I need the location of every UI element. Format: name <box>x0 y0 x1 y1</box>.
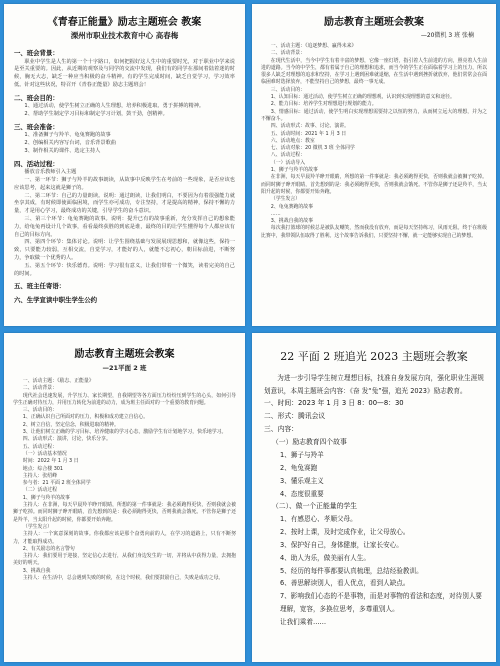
document-page-3 <box>4 333 245 662</box>
list-item: 3、保护好自己，身体健康，让家长安心。 <box>280 540 403 549</box>
text-line: 四、活动形式：演讲，讨论，快乐分享。 <box>22 436 111 443</box>
text-line: 一、活动主题：《励志、正能量》 <box>22 378 94 384</box>
section-heading: 一、班会背景： <box>14 49 59 57</box>
text-line: 六、活动地点：教室 <box>270 137 315 144</box>
list-item: 7、影响我们心态的不是事物，而是对事物的看法和态度，对待别人要理解，宽容，多换位思考，多尊重别人。 <box>280 592 483 613</box>
text-line: …… <box>270 210 281 217</box>
text-line: 地点：综合楼 301 <box>22 465 64 472</box>
text-line: 现代社会迅速发展，升学压力、家长期望，自我期望等各方面压力纷纷压到学生的心头，如何引导学生正确对待压力，并用压力转化为前进的动力，成为班主任面对的一个重要的教育问题。 <box>13 392 236 406</box>
list-item: 二、第二环节：自己的力量朗读。说明：通过朗读，让我们明白，不要因为有着很强能力就坐享其成，有时候即使面临困境，而学生亦可成功，专注坚持，才是提高的精神，保持不懈的力量，才是用心学习，最终成功的关键，引导学生的奋斗意识。 <box>14 192 235 215</box>
section-heading: （一）励志教育四个故事 <box>272 438 347 447</box>
text-line: 五、活动过程： <box>22 443 58 450</box>
page-title: 《青春正能量》励志主题班会 教案 <box>47 17 202 28</box>
text-line: 1、狮子与羚羊的故事 <box>22 494 70 501</box>
list-item: 4、态度很重要 <box>280 489 324 498</box>
section-heading: 三、班会准备： <box>14 122 59 131</box>
author-line: 溧州市职业技术教育中心 高春梅 <box>70 31 179 40</box>
paragraph: 职业中学生是人生的第一个十字路口，如何把握好这人生中的重要时光，对于职业中学来说是至关重要的。因此，从近期的观察及与同学的交流中发现，我们有的同学在那间着陆着迷的时候，胸无大志，缺乏一种应当积极的奋斗精神。有的学生完成时间，缺乏自觉学习，学习效率低。针对这些状况，特召开《青春正能量》励志主题班会！ <box>14 58 235 88</box>
list-item: 5、经历的每件事都要认真梳理，总结经验教训。 <box>280 566 423 575</box>
page-title: 励志教育主题班会教案 <box>74 349 175 360</box>
content-line: 三、内容： <box>264 425 298 434</box>
section-heading: 六、生学宣读中职生学生公约 <box>14 295 98 304</box>
list-item: 6、善思解读别人，看人优点，看到人缺点。 <box>280 579 410 588</box>
text-line: 2、有关励志的名言警句 <box>22 545 75 552</box>
list-item: 2、帮助学生制定学习目标和制定学习计划，鼓干劲，创精神。 <box>24 110 168 117</box>
section-heading: （二）、做一个正能量的学生 <box>272 502 357 511</box>
section-heading: 四、活动过程： <box>14 159 59 168</box>
text-line: 二、活动背景： <box>270 50 306 57</box>
document-page-2 <box>252 4 496 326</box>
class-line: —21平面 2 班 <box>102 364 147 372</box>
document-page-4 <box>252 333 496 662</box>
paragraph: 播放音乐教师引入主题 <box>24 169 77 176</box>
text-line: 3、情感目标：通过活动，使学生明白实现理想需要持之以恒的努力，从而树立远大的理想，并为之不懈奋斗。 <box>261 108 487 122</box>
text-line: （一）活动导入 <box>270 159 306 166</box>
section-heading: 二、班会目的： <box>14 93 59 102</box>
page-title: 22 平面 2 班追光 2023 主题班会教案 <box>280 350 468 363</box>
text-line: 在现代生活中，当今中学生有着丰富的梦想，它像一座灯塔，指引着人生前进的方向，照亮着人生前进的道路。当今的中学生，都有着属于自己的理想和追求，而当今的学生正在面临着学习上的压力，所以很多人缺乏对理想的追求和坚持，在学习上遇到困难就退缩，在生活中遇到挫折就放弃，他们常常会在面临困难时选择放弃，不能坚持自己的梦想，最终一事无成。 <box>261 57 487 86</box>
text-line: 三、活动目的： <box>270 86 306 93</box>
document-page-1 <box>4 4 245 326</box>
author-line: —20微机 3 班 张楠 <box>420 32 474 39</box>
text-line: 一、活动主题：《追逐梦想、赢得未来》 <box>270 43 357 49</box>
section-heading: 五、班主任寄语： <box>14 282 66 291</box>
text-line: 1、狮子与羚羊的故事 <box>270 167 318 174</box>
list-item: 3、懂乐观主义 <box>280 476 324 485</box>
list-item: 2、创编相关内容写台词，音乐背景歌曲 <box>24 140 116 147</box>
list-item: 五、第五个环节：快乐德育。说明：学习很有意义，让我们带着一个微笑，读着完美的自己的时间。 <box>14 262 235 277</box>
list-item: 让我们乘着…… <box>280 617 327 626</box>
text-line: 2、能力目标：培养学生对理想进行规划的能力。 <box>270 101 377 108</box>
page-body <box>252 39 496 240</box>
text-line: 2、树立自信，坚定信念，积极进取的精神。 <box>22 421 119 428</box>
text-line: （一）活动基本情况 <box>22 450 67 457</box>
text-line: 主持人：我们要用于迎接，坚定信心去进行，从我们身边发生的一切，并将从中获得力量，去拥抱美好的明天。 <box>13 553 236 567</box>
text-line: 参与者：21 平面 2 班全体同学 <box>22 480 91 487</box>
text-line: 3、挑战自我 <box>22 567 51 574</box>
text-line: 四、活动形式：故事、讨论、演讲。 <box>270 123 350 130</box>
text-line: 三、活动目的： <box>22 407 58 414</box>
list-item: 1、有感恩心、孝顺父母。 <box>280 515 357 524</box>
text-line: 1、认知目标：通过活动，使学生树立正确的理想观，认识到实现理想的意义和途径。 <box>270 94 455 101</box>
list-item: 1、通过活动，使学生树立正确的人生理想，培养积极进取、勇于拼搏的精神。 <box>24 103 205 110</box>
text-line: 每次我打篮球的时候总是被队友嘲笑，然而我没有放弃，而是每天坚持练习，风雨无阻。终于在班级比赛中，我带领队伍取得了胜利。这个故事告诉我们，只要坚持不懈，就一定能够实现自己的梦想。 <box>261 225 487 239</box>
list-item: 四、第四个环节：集体讨论。说明：让学生围绕基础与发展展现思想和，就像这些，保持一致，只要能力较弱，互相交流，自觉学习，才能好的人，就能不忘初心，朝目标前进，不断努力，争取做一个优秀的人。 <box>14 239 235 261</box>
text-line: 二、活动背景： <box>22 385 58 392</box>
text-line: 时间：2022 年 1 月 3 日 <box>22 458 79 465</box>
page-body <box>4 372 245 582</box>
text-line: （学生发言） <box>270 196 301 203</box>
text-line: 五、活动时间：2021 年 1 月 3 日 <box>270 130 347 137</box>
list-item: 3、制作相关的课件、选定主持人 <box>24 147 101 154</box>
text-line: 主持人：在生活中，总会遇到失败的时候，在这个时候，我们要鼓励自己，失败是成功之母。 <box>22 575 224 582</box>
text-line: 在非洲，每天早晨羚羊睁开眼睛，所想的第一件事就是：我必须跑得更快，否则我就会被狮子吃掉。而同时狮子睁开眼睛，首先想到的是：我必须跑得更快，否则我就会饿死。不管你是狮子还是羚羊，当太阳升起的时候，你都要开始奔跑。 <box>261 174 487 195</box>
list-item: 2、龟兔赛跑 <box>280 463 318 472</box>
text-line: 2、龟兔赛跑的故事 <box>270 203 314 210</box>
text-line: 主持人：张绍峰 <box>22 472 58 479</box>
list-item: 1、狮子与羚羊 <box>280 451 324 460</box>
text-line: 八、活动过程： <box>270 152 306 159</box>
text-line: 主持人：一个寓意深刻的故事。你我都应该是那个奋勇向前的人，在学习的道路上，只有不断努力，才能取得成功。 <box>13 531 236 545</box>
list-item: 一、第一环节：狮子与羚羊的故事朗读，从故事中反映学生在考前的一些现象，是否应该也应该思考，起来这就是狮子的。 <box>14 176 235 191</box>
list-item: 三、第三个环节：龟兔赛跑的故事。说明：提升已有的故事重新，充分发挥自己的想象能力，给龟兔再设计几个故事，看看最终获胜的到底是谁，最终的目的让学生懂得每个人都应该有自己的目标方向。 <box>14 215 235 238</box>
text-line: 1、正确认识自己所面对的压力，积极和成功建立自信心。 <box>22 414 149 421</box>
list-item: 2、按时上课，及时完成作业，让父母放心。 <box>280 528 410 537</box>
page-title: 励志教育主题班会教案 <box>324 17 424 28</box>
text-line: 七、活动对象：20 微机 3 班 全体同学 <box>270 145 355 152</box>
text-line: 3、挑战自我的故事 <box>270 218 314 225</box>
text-line: 主持人：在非洲，每天早晨羚羊睁开眼睛，所想的第一件事就是：我必须跑得更快，否则我就会被狮子吃掉。而同时狮子睁开眼睛，首先想到的是：我必须跑得更快，否则我就会饿死。不管你是狮子还是羚羊，当太阳升起的时候，你都要开始奔跑。 <box>13 502 236 523</box>
text-line: （二）活动过程 <box>22 487 58 494</box>
time-line: 一、时间：2023 年 1 月 3 日 8：00—8：30 <box>264 399 404 408</box>
intro-paragraph: 为进一步引导学生树立理想目标，找准自身发展方向，强化职业生涯规划意识，本周主题班会内容：《奋 发“兔”强，追光 2023》励志教育。 <box>264 374 484 395</box>
list-item: 4、助人为乐，做美丽有人生。 <box>280 553 370 562</box>
form-line: 二、形式：腾讯会议 <box>264 412 326 421</box>
list-item: 1、准备狮子与羚羊、龟兔赛跑的故事 <box>24 132 111 139</box>
text-line: 3、让他们树立正确的学习目标，培养健康的学习心态，激励学生有计划地学习，快乐地学习。 <box>22 429 227 436</box>
text-line: （学生发言） <box>22 523 53 530</box>
